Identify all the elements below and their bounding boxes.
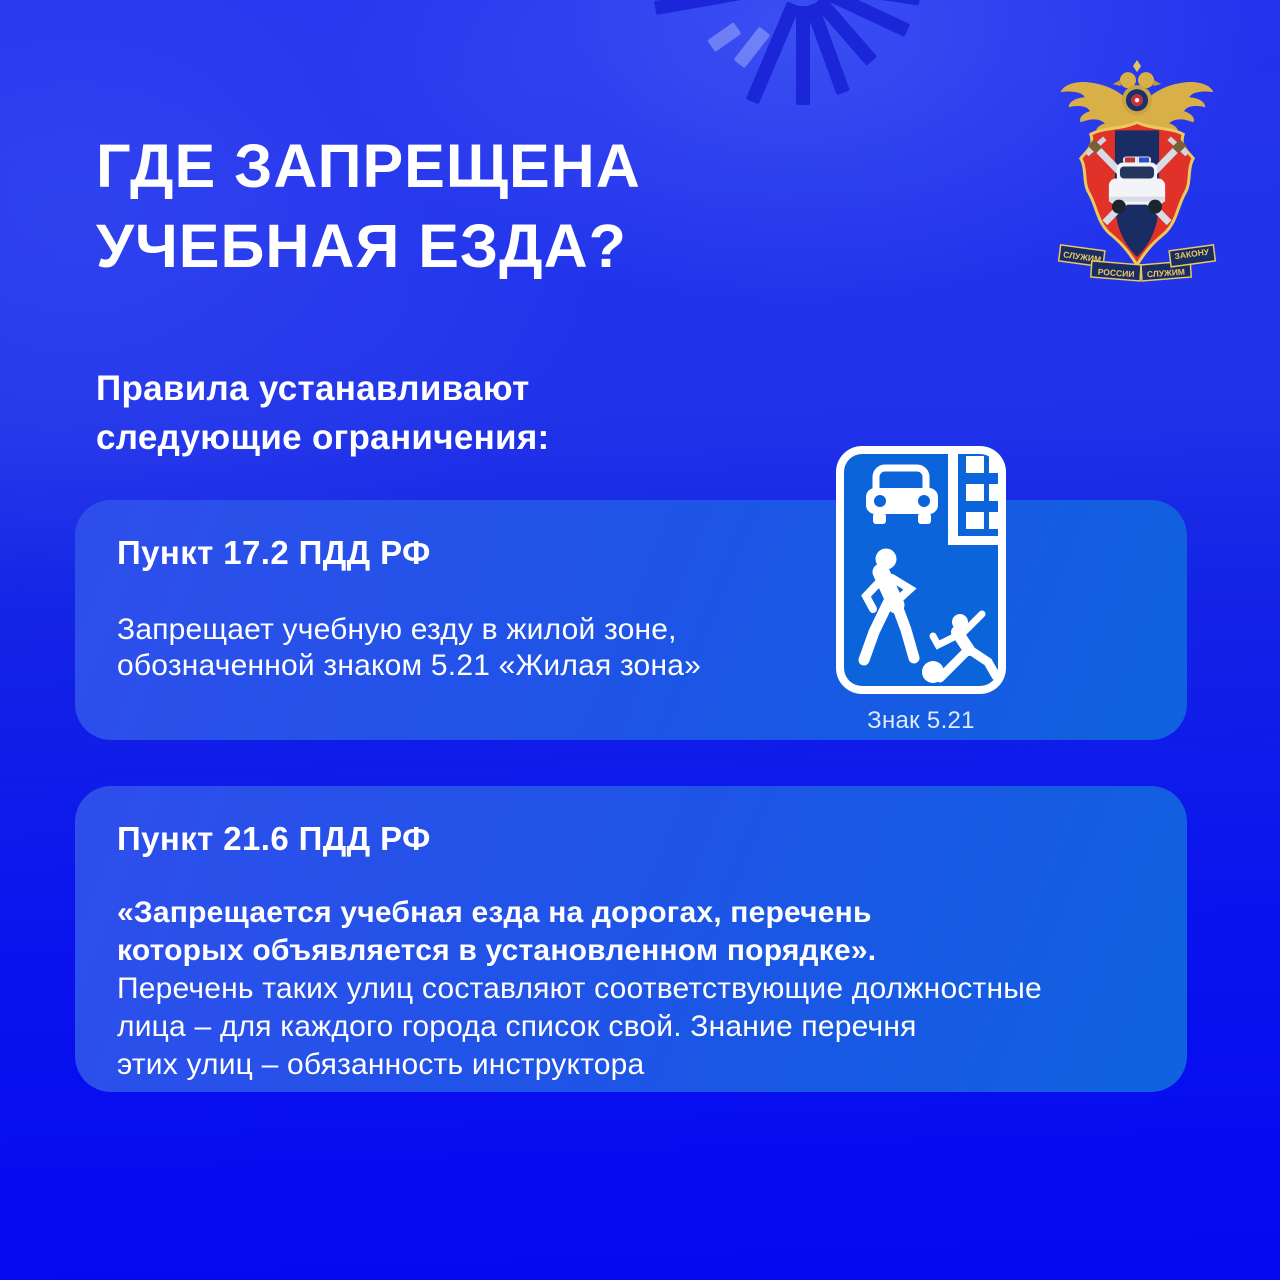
card-body-line: Запрещает учебную езду в жилой зоне, (117, 613, 677, 646)
rule-card-21-6 (75, 786, 1187, 1092)
subtitle-line: Правила устанавливают (96, 369, 530, 408)
card-heading: Пункт 17.2 ПДД РФ (117, 534, 431, 571)
ribbon-text: СЛУЖИМ (1146, 266, 1186, 280)
emblem-shield (1081, 122, 1193, 265)
card-body-line: Перечень таких улиц составляют соответствующие должностные (117, 972, 1042, 1005)
card-quote-line: «Запрещается учебная езда на дорогах, перечень (117, 896, 872, 929)
page-title-line: ГДЕ ЗАПРЕЩЕНА (96, 132, 641, 200)
card-quote-line: которых объявляется в установленном порядке». (117, 934, 877, 967)
road-sign-5-21 (836, 446, 1006, 735)
subtitle-line: следующие ограничения: (96, 418, 550, 457)
card-heading: Пункт 21.6 ПДД РФ (117, 820, 431, 857)
rule-card-17-2 (75, 500, 1187, 740)
starburst-decoration (640, 0, 1060, 140)
card-body-line: лица – для каждого города список свой. Знание перечня (117, 1010, 917, 1043)
sign-ball-icon (922, 661, 944, 683)
subtitle (96, 364, 550, 462)
ribbon-text: РОССИИ (1097, 266, 1135, 280)
sign-caption: Знак 5.21 (867, 707, 975, 734)
card-body (117, 894, 1145, 1084)
card-body-line: обозначенной знаком 5.21 «Жилая зона» (117, 649, 701, 682)
ribbon-text: ЗАКОНУ (1173, 246, 1210, 262)
page-title-line: УЧЕБНАЯ ЕЗДА? (96, 212, 627, 280)
residential-zone-sign-icon (836, 446, 1006, 694)
ribbon-text: СЛУЖИМ (1062, 249, 1102, 265)
card-body-line: этих улиц – обязанность инструктора (117, 1048, 645, 1081)
gibdd-emblem (1056, 50, 1218, 286)
page-title (96, 126, 641, 286)
